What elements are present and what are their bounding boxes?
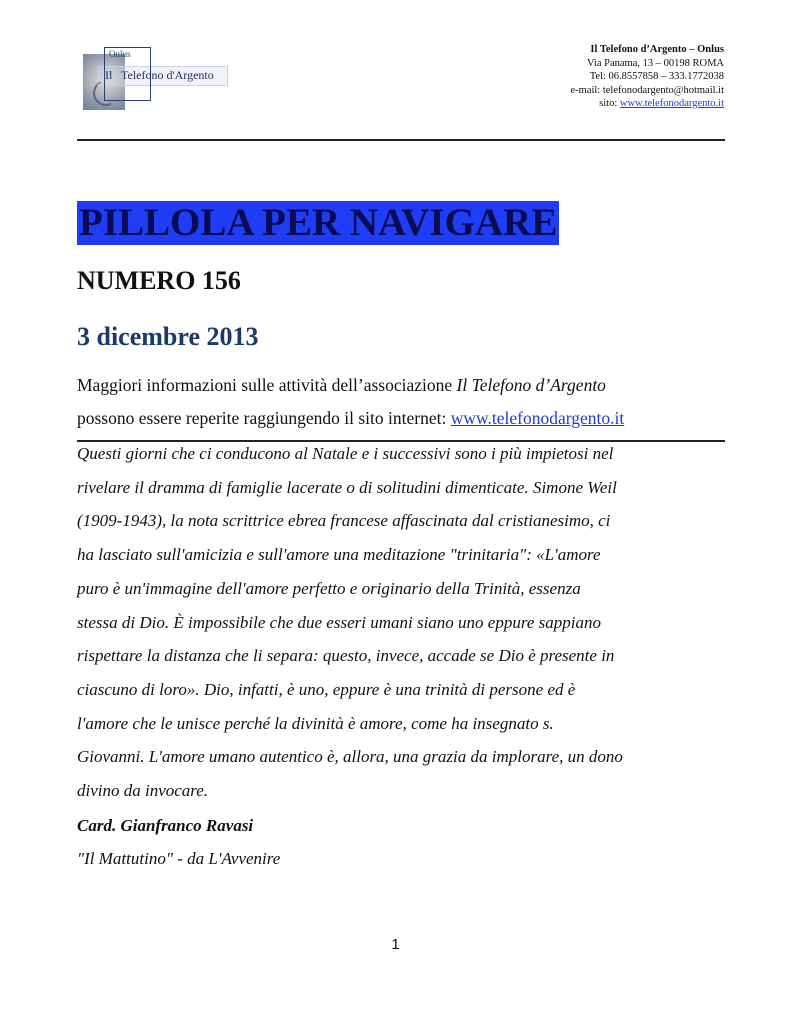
quote-line: l'amore che le unisce perché la divinità è amore, come ha insegnato s. bbox=[77, 713, 554, 733]
page-number: 1 bbox=[391, 936, 400, 953]
quote-line: stessa di Dio. È impossibile che due esseri umani siano uno eppure sappiano bbox=[77, 612, 601, 632]
quote-line: ciascuno di loro». Dio, infatti, è uno, eppure è una trinità di persone ed è bbox=[77, 679, 576, 699]
logo-name-text: Telefono d'Argento bbox=[121, 68, 214, 82]
address: Via Panama, 13 – 00198 ROMA bbox=[586, 57, 724, 69]
site-label: sito: bbox=[599, 98, 620, 109]
page-title bbox=[77, 201, 559, 245]
issue-date: 3 dicembre 2013 bbox=[77, 322, 259, 351]
logo-onlus-text: Onlus bbox=[109, 49, 131, 59]
header-site-link[interactable]: www.telefonodargento.it bbox=[619, 98, 724, 109]
telephone: Tel: 06.8557858 – 333.1772038 bbox=[589, 71, 724, 82]
intro-text: Maggiori informazioni sulle attività dell’associazione bbox=[77, 375, 457, 395]
quote-line: Questi giorni che ci conducono al Natale e i successivi sono i più impietosi nel bbox=[77, 444, 614, 463]
logo-il-text: Il bbox=[105, 68, 113, 82]
header-divider bbox=[77, 139, 725, 141]
header-contact-info bbox=[570, 43, 724, 111]
quote-line: rivelare il dramma di famiglie lacerate o di solitudini dimenticate. Simone Weil bbox=[77, 477, 617, 497]
association-name: Il Telefono d’Argento bbox=[456, 375, 606, 395]
intro-text-2: possono essere reperite raggiungendo il sito internet: bbox=[77, 408, 451, 428]
email: e-mail: telefonodargento@hotmail.it bbox=[570, 84, 724, 96]
quote-line: puro è un'immagine dell'amore perfetto e originario della Trinità, essenza bbox=[77, 578, 581, 598]
intro-line-1 bbox=[77, 369, 717, 402]
intro-site-link[interactable]: www.telefonodargento.it bbox=[450, 408, 625, 428]
site-line bbox=[570, 97, 724, 111]
intro-paragraph bbox=[77, 369, 717, 435]
page-title-text: PILLOLA PER NAVIGARE bbox=[79, 201, 558, 244]
intro-line-2 bbox=[77, 402, 717, 435]
quote-line: divino da invocare. bbox=[77, 781, 209, 801]
quote-line: (1909-1943), la nota scrittrice ebrea francese affascinata dal cristianesimo, ci bbox=[77, 511, 611, 531]
quote-source: "Il Mattutino" - da L'Avvenire bbox=[77, 849, 281, 868]
quote-author: Card. Gianfranco Ravasi bbox=[77, 816, 254, 835]
quote-line: ha lasciato sull'amicizia e sull'amore una meditazione "trinitaria": «L'amore bbox=[77, 545, 601, 565]
quote-line: rispettare la distanza che li separa: questo, invece, accade se Dio è presente in bbox=[77, 646, 615, 666]
quote-line: Giovanni. L'amore umano autentico è, allora, una grazia da implorare, un dono bbox=[77, 747, 623, 767]
issue-number: NUMERO 156 bbox=[77, 266, 241, 295]
organization-logo bbox=[83, 42, 228, 110]
organization-name: Il Telefono d’Argento – Onlus bbox=[590, 44, 724, 55]
quote-body bbox=[77, 437, 717, 808]
